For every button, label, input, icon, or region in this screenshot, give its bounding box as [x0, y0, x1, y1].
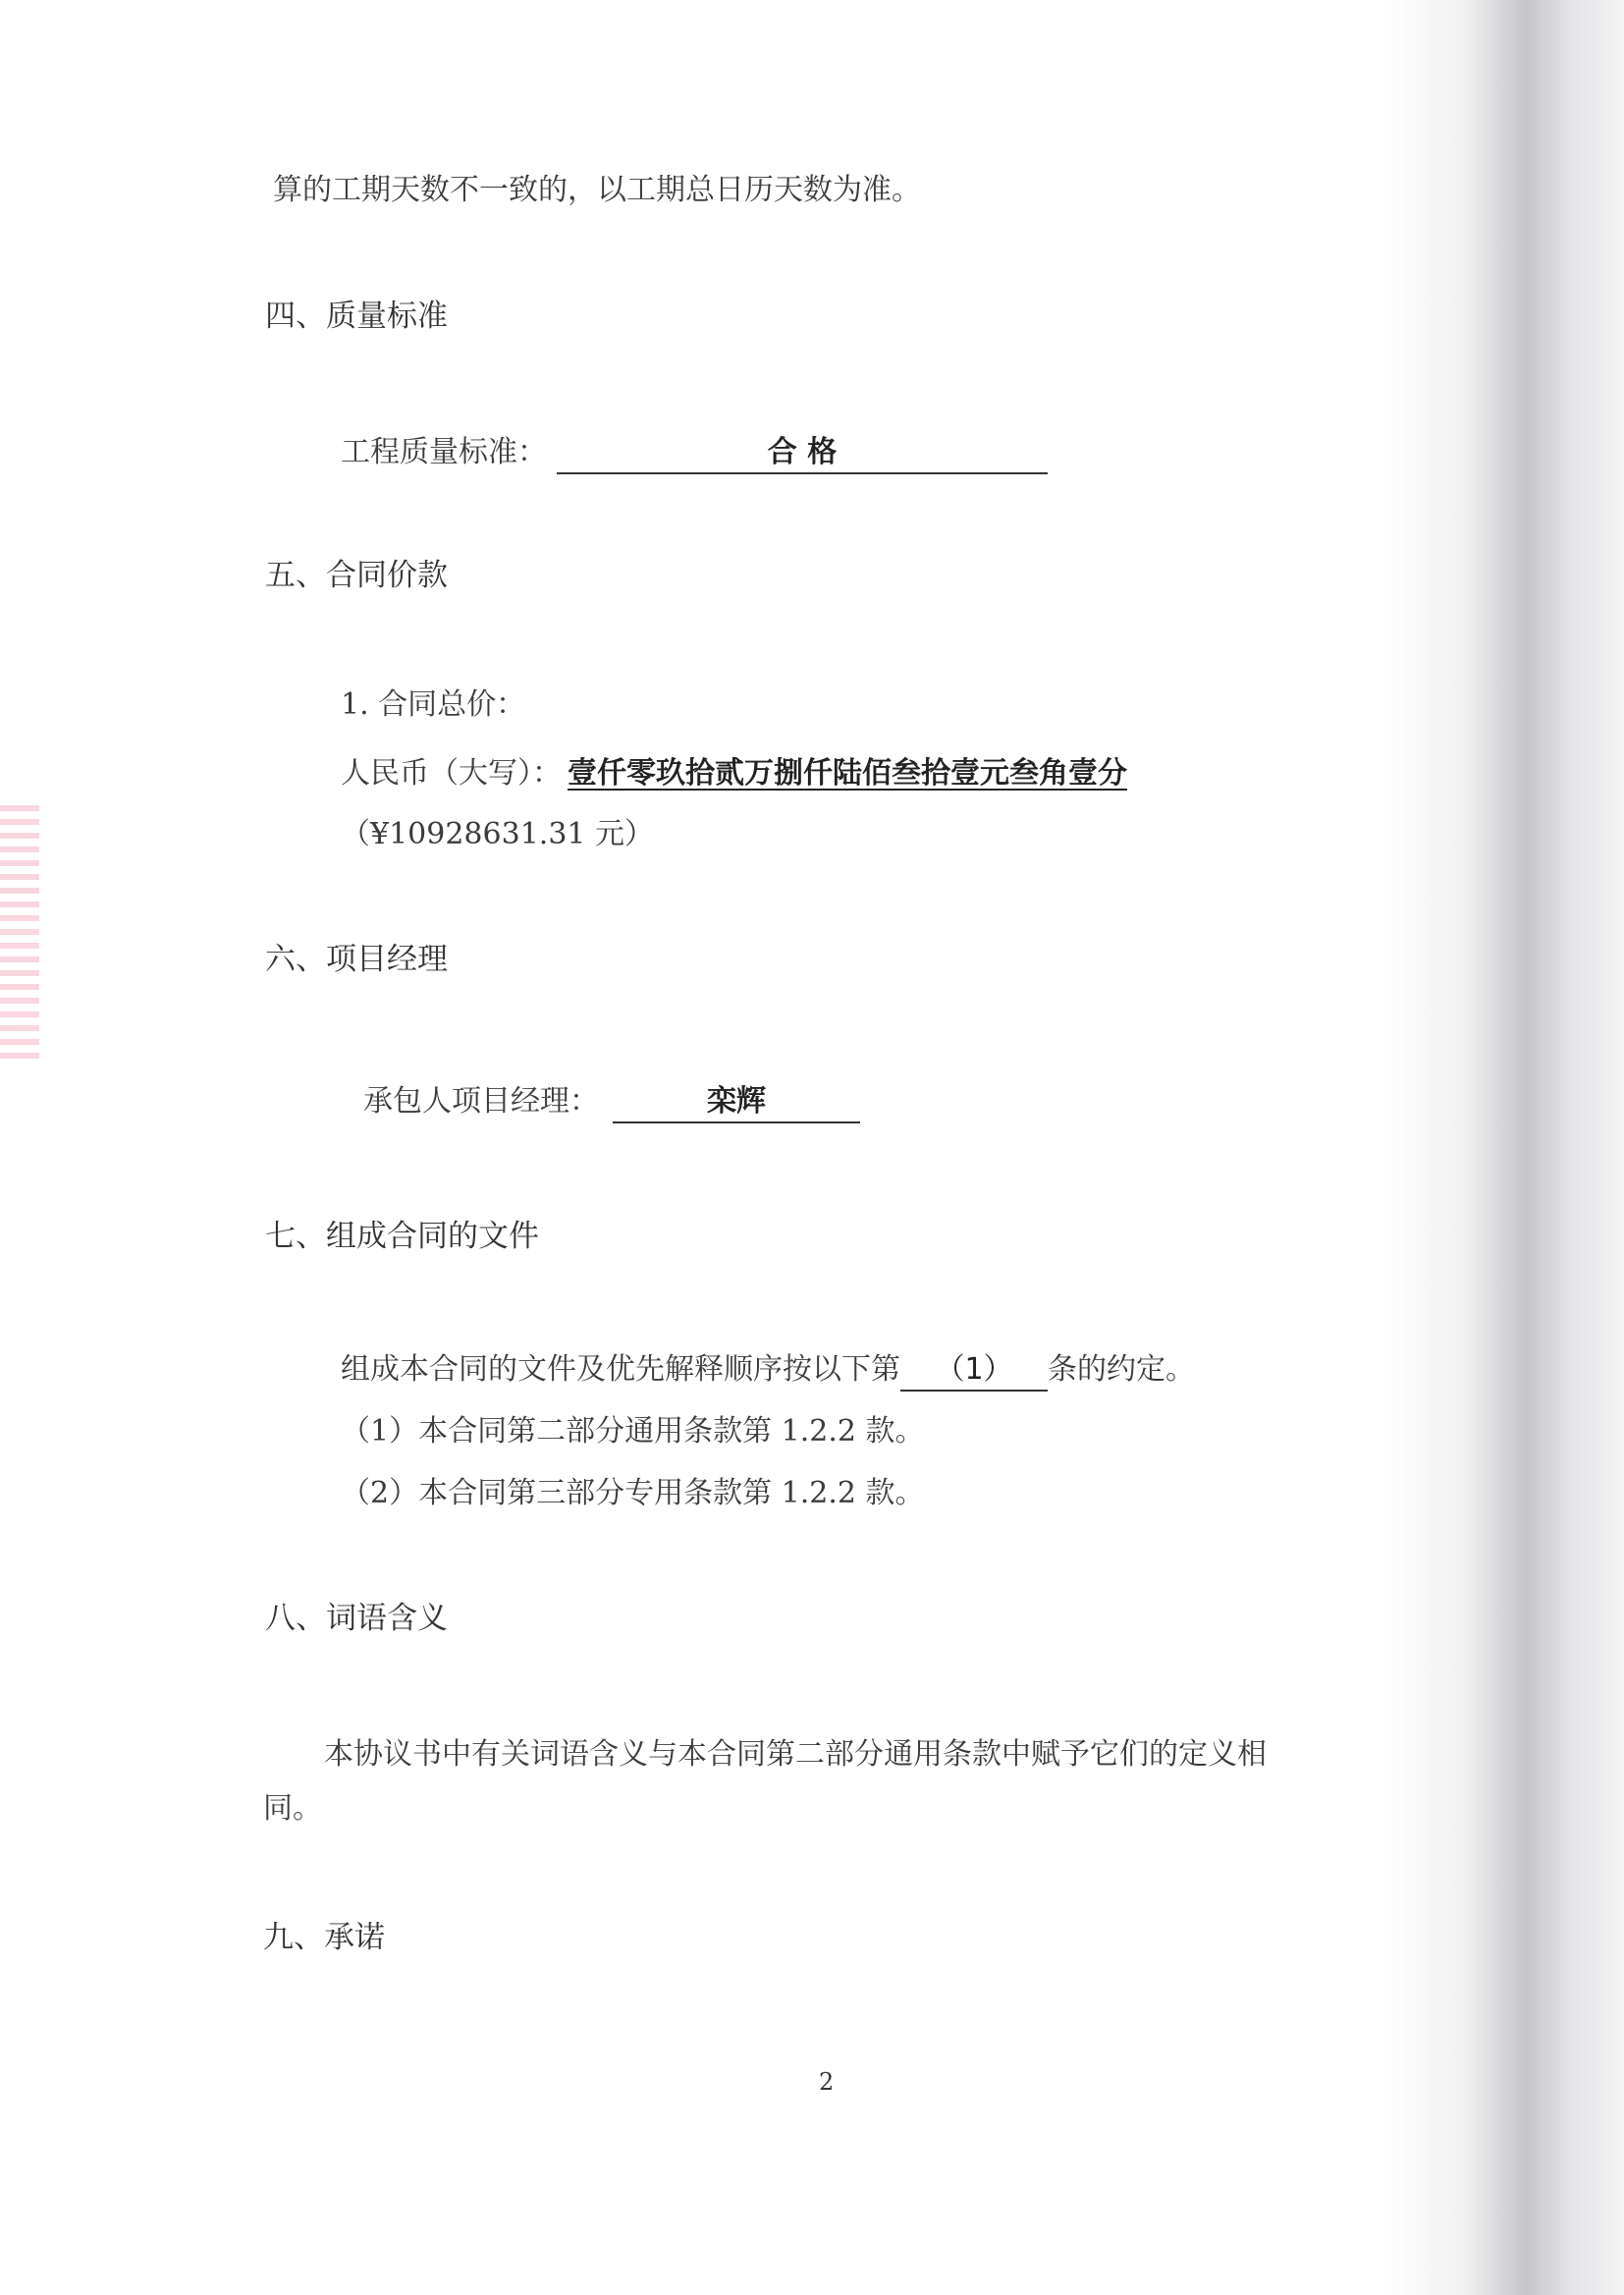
- quality-value: 合 格: [557, 433, 1048, 474]
- heading-project-manager: 六、项目经理: [265, 942, 448, 977]
- documents-item-2: （2）本合同第三部分专用条款第 1.2.2 款。: [341, 1476, 925, 1510]
- price-words-row: [341, 754, 1127, 793]
- paragraph-duration-tail: 算的工期天数不一致的，以工期总日历天数为准。: [273, 173, 921, 207]
- documents-order-row: [341, 1350, 1195, 1392]
- scan-edge-shadow: [1379, 0, 1624, 2295]
- heading-contract-documents: 七、组成合同的文件: [265, 1219, 539, 1254]
- seal-edge-mark: [0, 805, 39, 1061]
- documents-prefix: 组成本合同的文件及优先解释顺序按以下第: [341, 1352, 900, 1387]
- page-number: 2: [819, 2068, 835, 2096]
- price-words-label: 人民币（大写）：: [341, 756, 562, 791]
- price-item: 1. 合同总价：: [341, 687, 526, 722]
- definitions-line-1: 本协议书中有关词语含义与本合同第二部分通用条款中赋予它们的定义相: [324, 1737, 1267, 1772]
- heading-commitment: 九、承诺: [263, 1920, 385, 1955]
- manager-row: [363, 1082, 860, 1123]
- documents-suffix: 条的约定。: [1048, 1352, 1195, 1387]
- definitions-line-2: 同。: [263, 1791, 322, 1826]
- manager-label: 承包人项目经理：: [363, 1084, 599, 1119]
- quality-row: [341, 433, 1048, 474]
- quality-label: 工程质量标准：: [341, 435, 547, 469]
- heading-quality-standard: 四、质量标准: [265, 299, 448, 334]
- price-amount-figures: （¥10928631.31 元）: [341, 817, 655, 851]
- price-amount-words: 壹仟零玖拾贰万捌仟陆佰叁拾壹元叁角壹分: [568, 756, 1127, 791]
- manager-name: 栾辉: [613, 1082, 860, 1123]
- heading-term-definitions: 八、词语含义: [265, 1601, 448, 1636]
- heading-contract-price: 五、合同价款: [265, 558, 448, 593]
- documents-choice: （1）: [900, 1350, 1048, 1392]
- documents-item-1: （1）本合同第二部分通用条款第 1.2.2 款。: [341, 1414, 925, 1448]
